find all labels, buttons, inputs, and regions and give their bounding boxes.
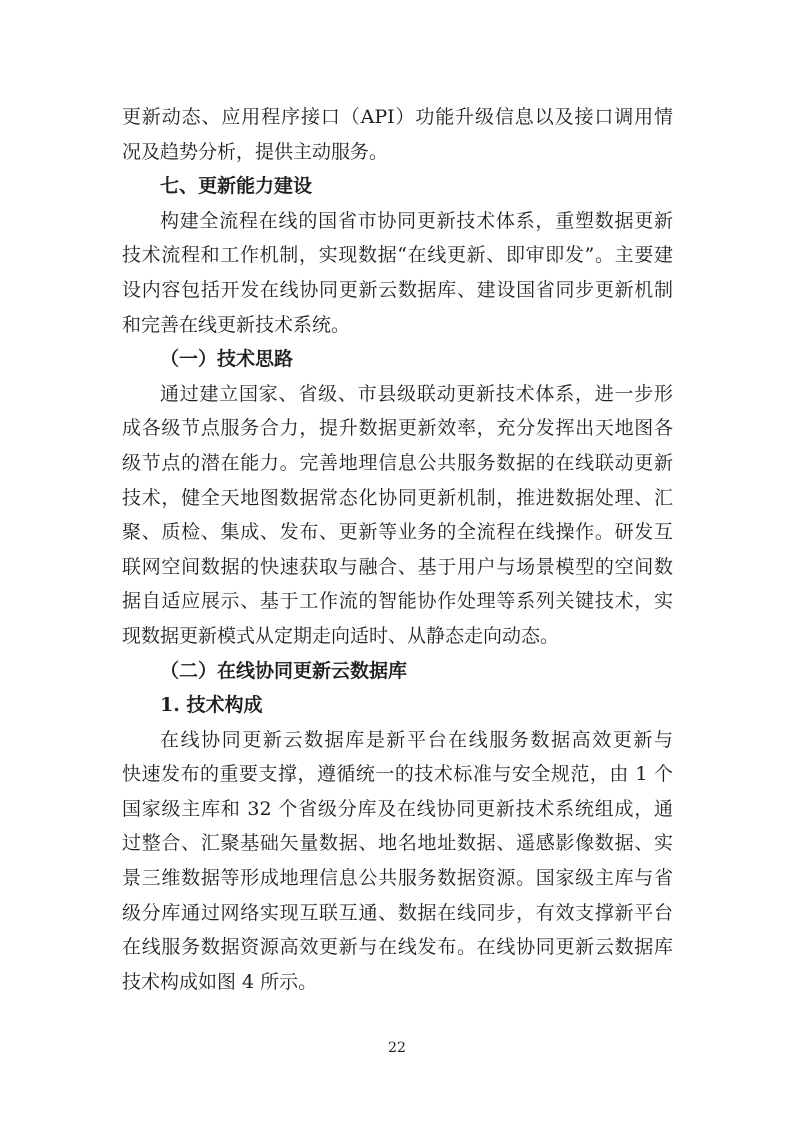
item-1-paragraph: [122, 723, 673, 1000]
paragraph-line: 和完善在线更新技术系统。: [122, 313, 351, 336]
paragraph-line: 技术构成如图 4 所示。: [122, 970, 318, 993]
paragraph-line: 成各级节点服务合力，提升数据更新效率，充分发挥出天地图各: [122, 417, 673, 440]
paragraph-line: 况及趋势分析，提供主动服务。: [122, 140, 389, 163]
paragraph-line: 过整合、汇聚基础矢量数据、地名地址数据、遥感影像数据、实: [122, 832, 673, 855]
paragraph-line: 设内容包括开发在线协同更新云数据库、建设国省同步更新机制: [122, 278, 673, 301]
subsection-heading: （二）在线协同更新云数据库: [160, 659, 408, 682]
paragraph-line: 技术流程和工作机制，实现数据“在线更新、即审即发”。主要建: [122, 244, 673, 267]
page-number: 22: [388, 1040, 406, 1056]
paragraph-line: 更新动态、应用程序接口（API）功能升级信息以及接口调用情: [122, 106, 673, 128]
paragraph-line: 在线服务数据资源高效更新与在线发布。在线协同更新云数据库: [122, 936, 673, 959]
paragraph-line: 联网空间数据的快速获取与融合、基于用户与场景模型的空间数: [122, 555, 673, 578]
section-7-paragraph: [122, 204, 673, 342]
subsection-1-paragraph: [122, 377, 673, 654]
paragraph-line: 构建全流程在线的国省市协同更新技术体系，重塑数据更新: [160, 209, 673, 232]
paragraph-line: 在线协同更新云数据库是新平台在线服务数据高效更新与: [160, 728, 673, 751]
paragraph-line: 级节点的潜在能力。完善地理信息公共服务数据的在线联动更新: [122, 451, 673, 474]
paragraph-line: 景三维数据等形成地理信息公共服务数据资源。国家级主库与省: [122, 867, 673, 890]
subsection-2-item-1: [122, 688, 673, 999]
paragraph-line: 快速发布的重要支撑，遵循统一的技术标准与安全规范，由 1 个: [122, 763, 673, 786]
paragraph-line: 技术，健全天地图数据常态化协同更新机制，推进数据处理、汇: [122, 486, 673, 509]
paragraph-line: 通过建立国家、省级、市县级联动更新技术体系，进一步形: [160, 382, 673, 405]
subsection-heading: （一）技术思路: [160, 348, 294, 371]
intro-paragraph: [122, 100, 673, 169]
section-7: [122, 169, 673, 999]
subsection-2: [122, 654, 673, 1000]
section-heading: 七、更新能力建设: [160, 175, 313, 198]
subsection-1: [122, 342, 673, 653]
paragraph-line: 聚、质检、集成、发布、更新等业务的全流程在线操作。研发互: [122, 521, 673, 544]
paragraph-line: 国家级主库和 32 个省级分库及在线协同更新技术系统组成，通: [122, 797, 673, 820]
paragraph-line: 据自适应展示、基于工作流的智能协作处理等系列关键技术，实: [122, 590, 673, 613]
paragraph-line: 现数据更新模式从定期走向适时、从静态走向动态。: [122, 624, 560, 647]
paragraph-line: 级分库通过网络实现互联互通、数据在线同步，有效支撑新平台: [122, 901, 673, 924]
document-body: [122, 100, 673, 999]
item-heading: 1. 技术构成: [160, 694, 263, 717]
